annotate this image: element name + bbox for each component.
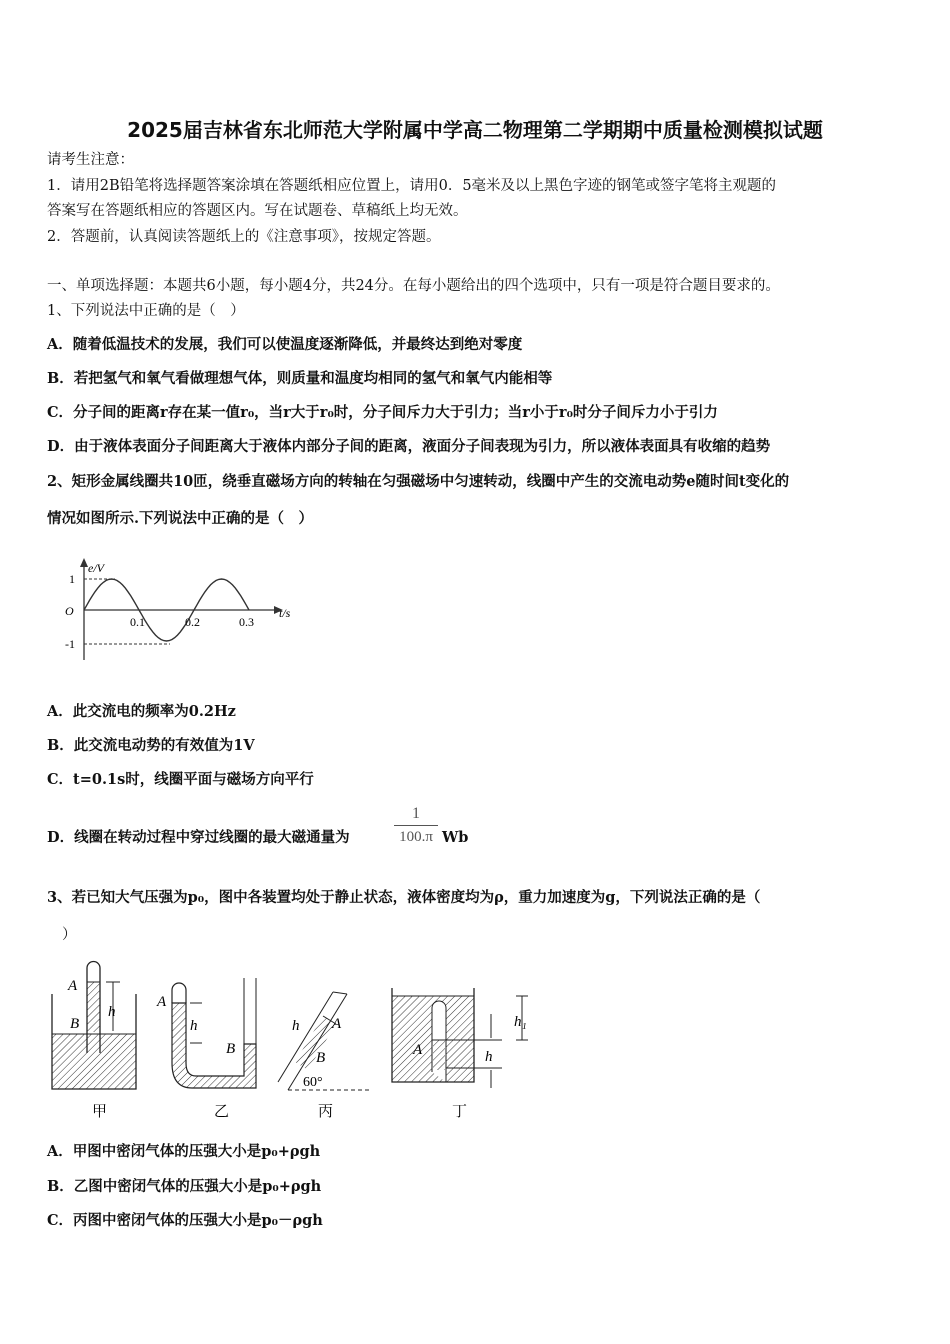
label-b: B [316, 1050, 326, 1066]
notice-line: 2．答题前，认真阅读答题纸上的《注意事项》，按规定答题。 [47, 229, 441, 245]
y-tick-neg1: -1 [65, 637, 75, 651]
question-2-stem-cont: 情况如图所示.下列说法中正确的是（ ） [47, 510, 314, 527]
notice-line: 1．请用2B铅笔将选择题答案涂填在答题纸相应位置上，请用0．5毫米及以上黑色字迹的钢笔或签字笔将主观题的 [47, 178, 777, 194]
pressure-apparatus-figures [40, 958, 540, 1128]
label-h: h [190, 1018, 198, 1034]
q1-option-b: B．若把氢气和氧气看做理想气体，则质量和温度均相同的氢气和氧气内能相等 [47, 370, 553, 387]
notice-line: 答案写在答题纸相应的答题区内。写在试题卷、草稿纸上均无效。 [47, 203, 468, 219]
label-h: h [485, 1049, 493, 1065]
q3-option-c: C．丙图中密闭气体的压强大小是p₀－ρgh [47, 1212, 323, 1229]
q3-option-b: B．乙图中密闭气体的压强大小是p₀+ρgh [47, 1178, 322, 1195]
q2-option-a: A．此交流电的频率为0.2Hz [47, 703, 236, 720]
unit-label: Wb [442, 829, 469, 846]
figure-bing [278, 992, 370, 1120]
label-a: A [413, 1042, 423, 1058]
caption-yi: 乙 [214, 1104, 230, 1120]
question-1-stem: 1、下列说法中正确的是（ ） [47, 303, 245, 319]
question-2-stem: 2、矩形金属线圈共10匝，绕垂直磁场方向的转轴在匀强磁场中匀速转动，线圈中产生的交流电动势e随时间t变化的 [47, 473, 790, 490]
label-b: B [70, 1016, 80, 1032]
q1-option-a: A．随着低温技术的发展，我们可以使温度逐渐降低，并最终达到绝对零度 [47, 336, 523, 353]
angle-label: 60° [303, 1075, 323, 1090]
caption-bing: 丙 [318, 1104, 334, 1120]
section-heading: 一、单项选择题：本题共6小题，每小题4分，共24分。在每小题给出的四个选项中，只有一项是符合题目要求的。 [47, 278, 780, 294]
label-a: A [68, 978, 78, 994]
q2-option-b: B．此交流电动势的有效值为1V [47, 737, 255, 754]
y-axis-label: e/V [88, 561, 104, 575]
x-tick-0.1: 0.1 [130, 615, 145, 629]
figure-yi [156, 978, 256, 1120]
question-3-stem-cont: ） [62, 927, 77, 943]
fraction-numerator: 1 [394, 803, 438, 826]
label-b: B [226, 1041, 236, 1057]
question-3-stem: 3、若已知大气压强为p₀，图中各装置均处于静止状态，液体密度均为ρ，重力加速度为g，下列说法正确的是（ [47, 889, 761, 906]
caption-jia: 甲 [92, 1104, 108, 1120]
label-h: h [108, 1004, 116, 1020]
fraction-denominator: 100.π [399, 829, 433, 845]
x-axis-label: t/s [279, 606, 291, 620]
label-a: A [332, 1016, 342, 1032]
emf-time-graph [55, 552, 305, 662]
x-tick-0.3: 0.3 [239, 615, 254, 629]
q2-option-d: D．线圈在转动过程中穿过线圈的最大磁通量为 [47, 829, 350, 846]
q2-option-c: C．t=0.1s时，线圈平面与磁场方向平行 [47, 771, 314, 788]
x-tick-0.2: 0.2 [185, 615, 200, 629]
notice-heading: 请考生注意： [47, 152, 134, 168]
figure-jia [52, 962, 136, 1120]
origin-label: O [65, 604, 74, 618]
label-h: h [292, 1018, 300, 1034]
label-a: A [157, 994, 167, 1010]
q1-option-c: C．分子间的距离r存在某一值r₀，当r大于r₀时，分子间斥力大于引力；当r小于r₀时分子间斥力小于引力 [47, 404, 718, 421]
page-title: 2025届吉林省东北师范大学附属中学高二物理第二学期期中质量检测模拟试题 [127, 118, 823, 142]
caption-ding: 丁 [452, 1104, 468, 1120]
fraction [394, 803, 438, 848]
label-h1: h₁ [514, 1014, 527, 1030]
figure-ding [392, 988, 528, 1120]
y-tick-1: 1 [69, 572, 75, 586]
q3-option-a: A．甲图中密闭气体的压强大小是p₀+ρgh [47, 1143, 321, 1160]
q1-option-d: D．由于液体表面分子间距离大于液体内部分子间的距离，液面分子间表现为引力，所以液体表面具有收缩的趋势 [47, 438, 771, 455]
